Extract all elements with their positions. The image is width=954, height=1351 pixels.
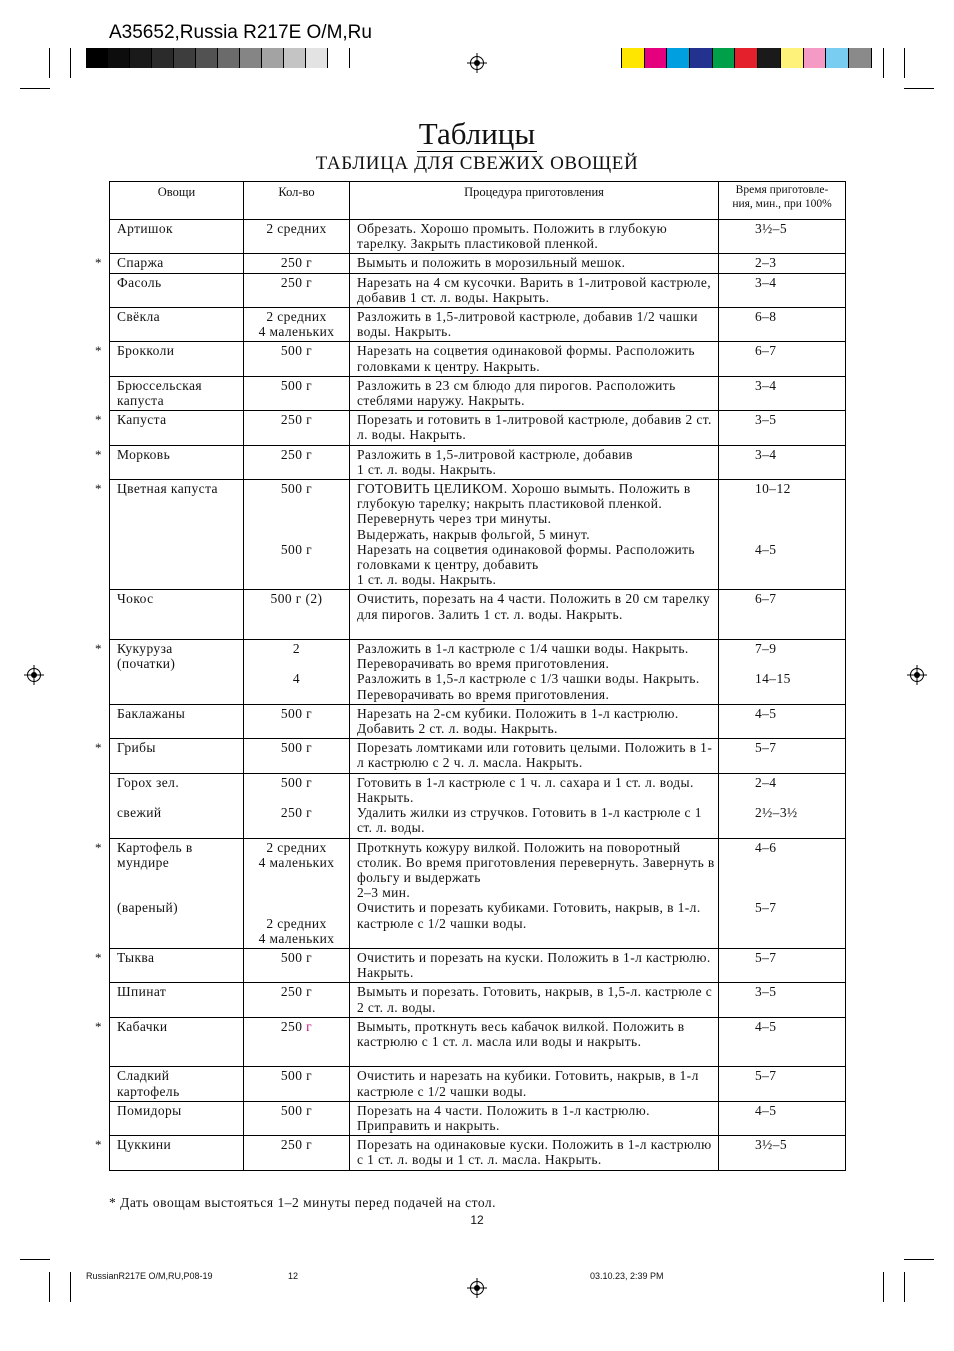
cooking-time-value: 6–8 <box>755 309 777 325</box>
procedure-cell <box>350 308 719 342</box>
cooking-time-value: 3–4 <box>755 274 777 290</box>
gray-patch <box>108 48 130 68</box>
cooking-time-value: 14–15 <box>755 671 791 687</box>
vegetable-name: Помидоры <box>117 1102 182 1118</box>
cooking-time-value: 5–7 <box>755 1068 777 1084</box>
color-patch <box>758 48 781 68</box>
procedure-cell <box>350 445 719 479</box>
procedure-cell <box>350 1067 719 1101</box>
procedure-text: Удалить жилки из стручков. Готовить в 1-л кастрюле с 1 ст. л. воды. <box>357 805 702 836</box>
quantity-value: 250 г <box>280 1137 313 1153</box>
quantity-value: 500 г <box>280 949 313 965</box>
quantity-cell <box>244 1101 350 1135</box>
procedure-cell <box>350 640 719 705</box>
column-header-time <box>719 182 846 220</box>
quantity-cell <box>244 640 350 705</box>
quantity-value: 250 г <box>280 805 313 821</box>
quantity-cell <box>244 1067 350 1101</box>
cooking-time-value: 10–12 <box>755 481 791 497</box>
procedure-text: Вымыть и положить в морозильный мешок. <box>357 255 626 271</box>
table-row <box>110 1136 846 1170</box>
quantity-cell <box>244 342 350 376</box>
color-patch <box>849 48 872 68</box>
cooking-time-cell <box>719 376 846 410</box>
table-row <box>110 1017 846 1067</box>
vegetable-cell <box>95 480 244 590</box>
procedure-cell <box>350 739 719 773</box>
vegetable-cell <box>95 254 244 273</box>
stand-time-asterisk: * <box>95 255 102 271</box>
gray-patch <box>328 48 350 68</box>
quantity-value: 4 <box>292 671 301 687</box>
gray-patch <box>218 48 240 68</box>
vegetable-name: Кукуруза (початки) <box>117 641 176 672</box>
quantity-cell <box>244 480 350 590</box>
cooking-time-cell <box>719 254 846 273</box>
procedure-cell <box>350 1136 719 1170</box>
vegetable-cell <box>95 640 244 705</box>
procedure-cell <box>350 273 719 307</box>
vegetable-cell <box>95 1017 244 1067</box>
quantity-cell <box>244 983 350 1017</box>
cooking-time-cell <box>719 1017 846 1067</box>
table-row <box>110 590 846 640</box>
procedure-text: ГОТОВИТЬ ЦЕЛИКОМ. Хорошо вымыть. Положить в глубокую тарелку; накрыть пластиковой пленкой. Перевернуть через три минуты. Выдержать, накрыв фольгой, 5 минут. <box>357 481 691 542</box>
procedure-cell <box>350 704 719 738</box>
gray-patch <box>262 48 284 68</box>
table-body <box>95 220 846 1171</box>
quantity-cell <box>244 308 350 342</box>
cooking-time-cell <box>719 480 846 590</box>
gray-patch <box>130 48 152 68</box>
stand-time-asterisk: * <box>95 740 102 756</box>
quantity-value: 250 г <box>280 1018 313 1034</box>
table-row <box>110 254 846 273</box>
cooking-time-value: 5–7 <box>755 740 777 756</box>
gray-patch <box>196 48 218 68</box>
stand-time-asterisk: * <box>95 949 102 965</box>
page-title-text: Таблицы <box>418 116 536 151</box>
procedure-text: Разложить в 1,5-л кастрюле с 1/3 чашки воды. Накрыть. Переворачивать во время приготовления. <box>357 671 700 702</box>
vegetable-name: Цуккини <box>117 1137 172 1153</box>
stand-time-asterisk: * <box>95 1018 102 1034</box>
procedure-text: Порезать на одинаковые куски. Положить в 1-л кастрюлю с 1 ст. л. воды и 1 ст. л. масла. Накрыть. <box>357 1137 712 1168</box>
cooking-time-value: 3–5 <box>755 984 777 1000</box>
quantity-value: 250 г <box>280 984 313 1000</box>
cooking-time-value: 2–3 <box>755 255 777 271</box>
gray-patch <box>152 48 174 68</box>
slug-date: 03.10.23, 2:39 PM <box>590 1271 664 1281</box>
footnote: * Дать овощам выстояться 1–2 минуты перед подачей на стол. <box>109 1195 497 1210</box>
cooking-time-value: 6–7 <box>755 591 777 607</box>
column-header-quantity: Кол-во <box>244 182 350 220</box>
vegetable-name: Артишок <box>117 221 173 236</box>
vegetable-name: Кабачки <box>117 1018 168 1034</box>
vegetable-cell <box>95 1136 244 1170</box>
cooking-time-cell <box>719 1101 846 1135</box>
cooking-time-cell <box>719 445 846 479</box>
quantity-cell <box>244 739 350 773</box>
cooking-time-cell <box>719 773 846 838</box>
quantity-value: 500 г <box>280 377 313 393</box>
procedure-text: Разложить в 1,5-литровой кастрюле, добавив 1/2 чашки воды. Накрыть. <box>357 309 698 340</box>
quantity-value: 500 г <box>280 481 313 497</box>
procedure-text: Разложить в 23 см блюдо для пирогов. Расположить стеблями наружу. Накрыть. <box>357 377 676 409</box>
table-row <box>110 948 846 982</box>
procedure-text: Разложить в 1,5-литровой кастрюле, добавив 1 ст. л. воды. Накрыть. <box>357 446 633 477</box>
cooking-time-value: 4–6 <box>755 839 777 855</box>
table-row <box>110 739 846 773</box>
table-row <box>110 983 846 1017</box>
procedure-cell <box>350 411 719 445</box>
table-row <box>110 220 846 254</box>
quantity-value: 500 г <box>280 705 313 721</box>
stand-time-asterisk: * <box>95 641 102 657</box>
cooking-time-value: 3½–5 <box>755 221 787 236</box>
procedure-cell <box>350 773 719 838</box>
vegetable-name: Свёкла <box>117 309 161 325</box>
quantity-value: 2 средних 4 маленьких <box>258 309 335 340</box>
procedure-text: Вымыть и порезать. Готовить, накрыв, в 1,5-л. кастрюле с 2 ст. л. воды. <box>357 984 713 1015</box>
table-row <box>110 445 846 479</box>
procedure-text: Очистить и порезать на куски. Положить в 1-л кастрюлю. Накрыть. <box>357 949 711 981</box>
slug-page: 12 <box>288 1271 299 1281</box>
table-row <box>110 640 846 705</box>
column-header-time-line1: Время приготовле- <box>735 184 829 196</box>
procedure-cell <box>350 480 719 590</box>
gray-patch <box>174 48 196 68</box>
quantity-value: 500 г <box>280 1068 313 1084</box>
quantity-cell <box>244 445 350 479</box>
column-header-vegetable: Овощи <box>110 182 244 220</box>
table-row <box>110 773 846 838</box>
table-row <box>110 704 846 738</box>
vegetable-cell <box>110 773 244 838</box>
color-patch <box>781 48 804 68</box>
registration-mark-icon <box>907 665 927 685</box>
vegetable-cell <box>110 273 244 307</box>
table-row <box>110 308 846 342</box>
procedure-cell <box>350 342 719 376</box>
vegetable-cell <box>95 342 244 376</box>
fresh-vegetables-table <box>95 181 846 1171</box>
quantity-cell <box>244 1017 350 1067</box>
cooking-time-cell <box>719 1136 846 1170</box>
quantity-value: 2 <box>292 641 301 657</box>
vegetable-name: Брокколи <box>117 343 175 359</box>
quantity-cell <box>244 838 350 948</box>
table-row <box>110 273 846 307</box>
quantity-cell <box>244 411 350 445</box>
cooking-time-value: 4–5 <box>755 541 777 557</box>
gray-patch <box>284 48 306 68</box>
vegetable-cell <box>110 590 244 640</box>
quantity-value: 250 г <box>280 255 313 271</box>
vegetable-name: Чокос <box>117 591 154 607</box>
page-number: 12 <box>470 1213 484 1227</box>
cooking-time-cell <box>719 983 846 1017</box>
vegetable-name: Баклажаны <box>117 705 186 721</box>
procedure-text: Готовить в 1-л кастрюле с 1 ч. л. сахара и 1 ст. л. воды. Накрыть. <box>357 774 694 805</box>
gray-patch <box>306 48 328 68</box>
table-header-row <box>110 182 846 220</box>
stand-time-asterisk: * <box>95 481 102 497</box>
color-patch <box>667 48 690 68</box>
vegetable-cell <box>110 704 244 738</box>
cooking-time-value: 3–5 <box>755 412 777 428</box>
vegetable-name: Цветная капуста <box>117 481 218 497</box>
cooking-time-value: 3½–5 <box>755 1137 787 1153</box>
color-patch <box>690 48 713 68</box>
cooking-time-cell <box>719 640 846 705</box>
procedure-text: Очистить и порезать кубиками. Готовить, накрыв, в 1-л. кастрюле с 1/2 чашки воды. <box>357 900 701 931</box>
cooking-time-cell <box>719 948 846 982</box>
vegetable-name: Фасоль <box>117 274 162 290</box>
procedure-text: Обрезать. Хорошо промыть. Положить в глубокую тарелку. Закрыть пластиковой пленкой. <box>357 221 668 252</box>
color-patch <box>622 48 645 68</box>
quantity-cell <box>244 220 350 254</box>
vegetable-name: Капуста <box>117 412 167 428</box>
quantity-value: 250 г <box>280 274 313 290</box>
table-row <box>110 838 846 948</box>
procedure-text: Порезать на 4 части. Положить в 1-л кастрюлю. Приправить и накрыть. <box>357 1102 650 1133</box>
gray-patch <box>86 48 108 68</box>
procedure-text: Проткнуть кожуру вилкой. Положить на поворотный столик. Во время приготовления перевернуть. Завернуть в фольгу и выдержать 2–3 мин. <box>357 839 715 901</box>
vegetable-name: Спаржа <box>117 255 164 271</box>
cooking-time-cell <box>719 342 846 376</box>
table-row <box>110 480 846 590</box>
grayscale-calibration-bar <box>86 48 350 68</box>
stand-time-asterisk: * <box>95 343 102 359</box>
column-header-procedure: Процедура приготовления <box>350 182 719 220</box>
cooking-time-cell <box>719 704 846 738</box>
cooking-time-cell <box>719 308 846 342</box>
cooking-time-cell <box>719 273 846 307</box>
procedure-text: Очистить, порезать на 4 части. Положить в 20 см тарелку для пирогов. Залить 1 ст. л. воды. Накрыть. <box>357 591 710 622</box>
registration-mark-icon <box>467 53 487 73</box>
slug-file-name: RussianR217E O/M,RU,P08-19 <box>86 1271 213 1281</box>
stand-time-asterisk: * <box>95 839 102 855</box>
vegetable-name: Шпинат <box>117 984 167 1000</box>
color-patch <box>713 48 736 68</box>
cooking-time-value: 2–4 <box>755 774 777 790</box>
procedure-text: Нарезать на 4 см кусочки. Варить в 1-литровой кастрюле, добавив 1 ст. л. воды. Накрыть. <box>357 274 712 305</box>
cooking-time-value: 2½–3½ <box>755 805 798 821</box>
vegetable-cell <box>110 308 244 342</box>
cooking-time-value: 4–5 <box>755 1018 777 1034</box>
quantity-value: 500 г (2) <box>270 591 323 607</box>
quantity-value: 2 средних 4 маленьких <box>258 839 335 870</box>
procedure-cell <box>350 254 719 273</box>
quantity-cell <box>244 773 350 838</box>
vegetable-cell <box>110 1067 244 1101</box>
quantity-cell <box>244 376 350 410</box>
table-row <box>110 342 846 376</box>
quantity-value: 250 г <box>280 412 313 428</box>
procedure-text: Вымыть, проткнуть весь кабачок вилкой. Положить в кастрюлю с 1 ст. л. масла или воды и накрыть. <box>357 1018 685 1049</box>
cooking-time-value: 4–5 <box>755 1102 777 1118</box>
color-patch <box>804 48 827 68</box>
cooking-time-cell <box>719 411 846 445</box>
quantity-value: 500 г <box>280 1102 313 1118</box>
vegetable-name: Грибы <box>117 740 156 756</box>
cooking-time-value: 4–5 <box>755 705 777 721</box>
quantity-cell <box>244 254 350 273</box>
procedure-cell <box>350 1101 719 1135</box>
vegetable-cell <box>95 739 244 773</box>
vegetable-name: Горох зел. свежий <box>117 774 180 821</box>
vegetable-cell <box>110 983 244 1017</box>
procedure-cell <box>350 983 719 1017</box>
registration-mark-icon <box>467 1278 487 1298</box>
cooking-time-value: 5–7 <box>755 949 777 965</box>
quantity-value: 500 г <box>280 774 313 790</box>
registration-mark-icon <box>24 665 44 685</box>
document-code: A35652,Russia R217E O/M,Ru <box>109 22 372 43</box>
quantity-cell <box>244 948 350 982</box>
cooking-time-value: 7–9 <box>755 641 777 657</box>
procedure-cell <box>350 838 719 948</box>
color-patch <box>826 48 849 68</box>
table-row <box>110 1067 846 1101</box>
quantity-value: 500 г <box>280 343 313 359</box>
quantity-cell <box>244 590 350 640</box>
quantity-value: 250 г <box>280 446 313 462</box>
table-caption: ТАБЛИЦА ДЛЯ СВЕЖИХ ОВОЩЕЙ <box>315 153 639 174</box>
cooking-time-value: 3–4 <box>755 446 777 462</box>
vegetable-name: Тыква <box>117 949 155 965</box>
quantity-cell <box>244 704 350 738</box>
vegetable-cell <box>95 838 244 948</box>
color-calibration-bar <box>621 48 872 68</box>
stand-time-asterisk: * <box>95 446 102 462</box>
procedure-cell <box>350 376 719 410</box>
cooking-time-value: 5–7 <box>755 900 777 916</box>
quantity-value: 2 средних 4 маленьких <box>258 915 335 946</box>
quantity-value: 500 г <box>280 740 313 756</box>
vegetable-cell <box>95 445 244 479</box>
procedure-text: Порезать и готовить в 1-литровой кастрюле, добавив 2 ст. л. воды. Накрыть. <box>357 412 712 443</box>
procedure-text: Нарезать на соцветия одинаковой формы. Расположить головками к центру. Накрыть. <box>357 343 695 374</box>
procedure-cell <box>350 220 719 254</box>
color-patch <box>645 48 668 68</box>
quantity-value: 500 г <box>280 541 313 557</box>
stand-time-asterisk: * <box>95 412 102 428</box>
table-row <box>110 1101 846 1135</box>
vegetable-cell <box>110 220 244 254</box>
cooking-time-cell <box>719 220 846 254</box>
vegetable-name: Брюссельская капуста <box>117 377 202 409</box>
procedure-text: Разложить в 1-л кастрюле с 1/4 чашки воды. Накрыть. Переворачивать во время приготовления. <box>357 641 689 672</box>
cooking-time-cell <box>719 838 846 948</box>
cooking-time-cell <box>719 739 846 773</box>
cooking-time-value: 6–7 <box>755 343 777 359</box>
vegetable-cell <box>110 1101 244 1135</box>
procedure-text: Нарезать на 2-см кубики. Положить в 1-л кастрюлю. Добавить 2 ст. л. воды. Накрыть. <box>357 705 679 737</box>
vegetable-cell <box>95 948 244 982</box>
procedure-cell <box>350 1017 719 1067</box>
procedure-cell <box>350 590 719 640</box>
vegetable-name: Сладкий картофель <box>117 1068 180 1099</box>
quantity-cell <box>244 1136 350 1170</box>
unit-glyph: г <box>306 1018 313 1034</box>
cooking-time-cell <box>719 1067 846 1101</box>
vegetable-cell <box>95 411 244 445</box>
cooking-time-value: 3–4 <box>755 377 777 393</box>
table-row <box>110 411 846 445</box>
cooking-time-cell <box>719 590 846 640</box>
quantity-cell <box>244 273 350 307</box>
quantity-value: 2 средних <box>266 221 327 236</box>
column-header-time-line2: ния, мин., при 100% <box>732 198 832 210</box>
color-patch <box>735 48 758 68</box>
vegetable-name: Морковь <box>117 446 171 462</box>
procedure-cell <box>350 948 719 982</box>
gray-patch <box>240 48 262 68</box>
vegetable-cell <box>110 376 244 410</box>
table-row <box>110 376 846 410</box>
procedure-text: Нарезать на соцветия одинаковой формы. Расположить головками к центру, добавить 1 ст. л. воды. Накрыть. <box>357 541 695 588</box>
procedure-text: Очистить и нарезать на кубики. Готовить, накрыв, в 1-л кастрюле с 1/2 чашки воды. <box>357 1068 699 1099</box>
procedure-text: Порезать ломтиками или готовить целыми. Положить в 1-л кастрюлю с 2 ч. л. масла. Накрыть. <box>357 740 713 771</box>
vegetable-name: Картофель в мундире (вареный) <box>117 839 193 916</box>
page-title <box>0 116 954 152</box>
stand-time-asterisk: * <box>95 1137 102 1153</box>
